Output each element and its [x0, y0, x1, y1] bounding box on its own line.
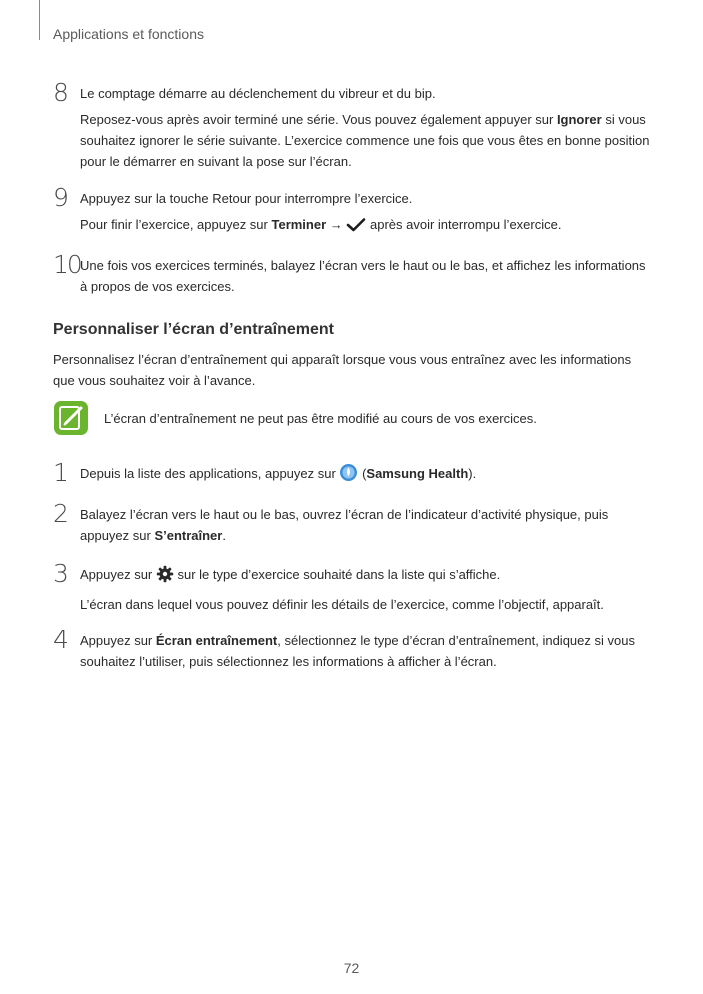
- step-number: 1: [53, 458, 67, 487]
- section-intro: Personnalisez l’écran d’entraînement qui apparaît lorsque vous vous entraînez avec les informations que vous souhaitez voir à l’avance.: [53, 352, 632, 388]
- step-10: [53, 250, 653, 297]
- step-3: [53, 559, 653, 615]
- step-number: 2: [53, 499, 67, 528]
- step-number: 4: [53, 625, 67, 654]
- ignore-label: Ignorer: [556, 112, 602, 127]
- step-text: Le comptage démarre au déclenchement du vibreur et du bip.: [80, 86, 436, 101]
- section-title: Personnaliser l’écran d’entraînement: [53, 321, 334, 338]
- pencil-note-icon: [54, 401, 88, 435]
- running-header: Applications et fonctions: [53, 26, 204, 42]
- step-number: 8: [53, 78, 67, 107]
- step-8: [53, 78, 653, 172]
- step-text: Balayez l’écran vers le haut ou le bas, ouvrez l’écran de l’indicateur d’activité physique, puis appuyez sur S’entraîner.: [80, 507, 609, 543]
- step-number: 9: [53, 183, 67, 212]
- step-1: [53, 458, 653, 488]
- app-name-label: Samsung Health: [366, 466, 469, 481]
- samsung-health-icon: [339, 463, 358, 488]
- step-2: [53, 499, 653, 546]
- step-text: Appuyez sur la touche Retour pour interrompre l’exercice.: [80, 191, 413, 206]
- checkmark-icon: [346, 217, 366, 239]
- train-label: S’entraîner: [154, 528, 223, 543]
- step-9: [53, 183, 653, 239]
- step-text: Appuyez sur Écran entraînement, sélectionnez le type d’écran d’entraînement, indiquez si vous souhaitez l’utiliser, puis sélectionnez les informations à afficher à l’écran.: [80, 633, 635, 669]
- step-number: 3: [53, 559, 67, 588]
- step-subtext: L’écran dans lequel vous pouvez définir les détails de l’exercice, comme l’objectif, apparaît.: [80, 597, 604, 612]
- margin-rule: [39, 0, 40, 40]
- step-number: 10: [53, 250, 81, 279]
- step-subtext: Pour finir l’exercice, appuyez sur Terminer → après avoir interrompu l’exercice.: [80, 214, 653, 239]
- step-subtext: Reposez-vous après avoir terminé une série. Vous pouvez également appuyer sur Ignorer si vous souhaitez ignorer le série suivante. L’exercice commence une fois que vous êtes en bonne position pour le démarrer en suivant la pose sur l’écran.: [80, 112, 650, 169]
- gear-icon: [156, 565, 174, 589]
- page-number: 72: [343, 960, 360, 976]
- step-text: Depuis la liste des applications, appuyez sur (Samsung Health).: [80, 463, 653, 488]
- note-text: L’écran d’entraînement ne peut pas être modifié au cours de vos exercices.: [104, 411, 537, 426]
- step-text: Appuyez sur sur le type d’exercice souhaité dans la liste qui s’affiche.: [80, 564, 653, 589]
- workout-screen-label: Écran entraînement: [155, 633, 278, 648]
- finish-label: Terminer: [271, 217, 327, 232]
- step-text: Une fois vos exercices terminés, balayez l’écran vers le haut ou le bas, et affichez les informations à propos de vos exercices.: [80, 258, 646, 294]
- step-4: [53, 625, 653, 672]
